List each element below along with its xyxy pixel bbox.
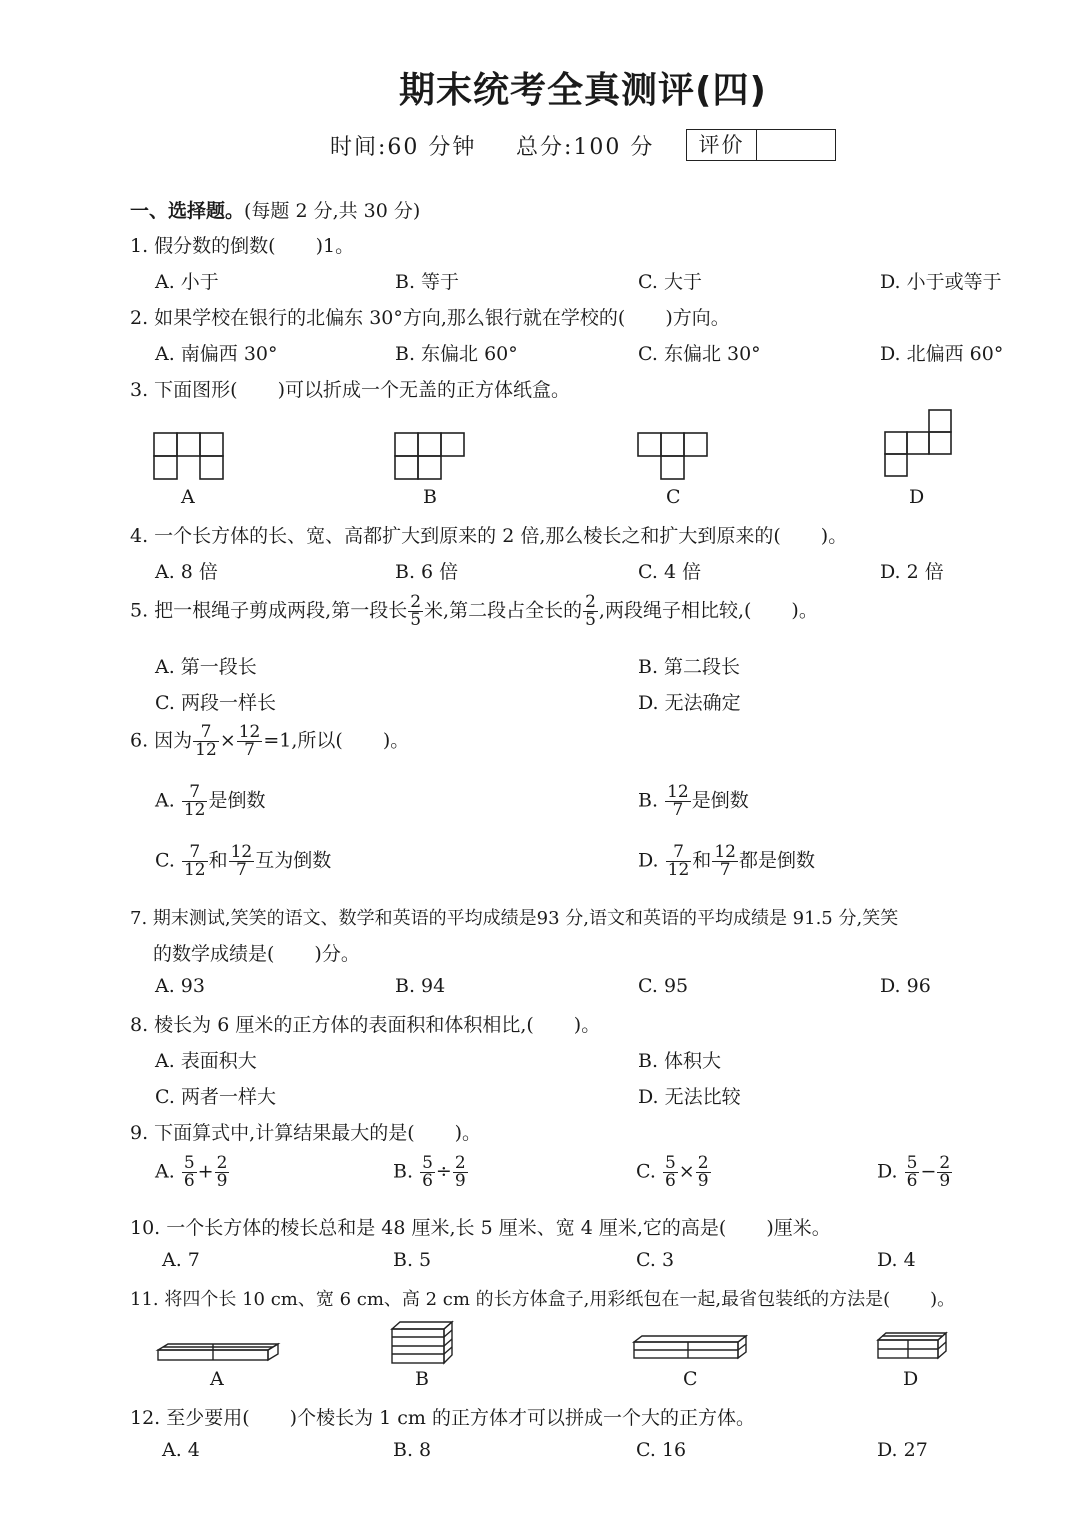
question-2-option-d: D. 北偏西 60°	[880, 343, 1004, 365]
numerator: 12	[238, 722, 261, 742]
denominator: 9	[454, 1171, 466, 1191]
question-8-option-b: B. 体积大	[638, 1050, 722, 1072]
denominator: 12	[183, 860, 206, 880]
question-5-text-3: ,两段绳子相比较,(	[598, 599, 752, 622]
denominator: 7	[719, 860, 731, 880]
question-12-option-a: A. 4	[162, 1439, 200, 1461]
denominator: 5	[585, 610, 596, 630]
question-3-stem-end: )可以折成一个无盖的正方体纸盒。	[277, 379, 571, 401]
question-7-option-d: D. 96	[880, 975, 931, 997]
question-2-option-b: B. 东偏北 60°	[395, 343, 518, 365]
question-1-option-b: B. 等于	[395, 271, 460, 293]
denominator: 9	[939, 1171, 951, 1191]
operator: ×	[219, 729, 236, 752]
option-letter: D.	[877, 1160, 898, 1183]
evaluation-label: 评价	[687, 130, 757, 160]
box-figure-d	[878, 1333, 946, 1358]
option-letter: D.	[638, 849, 659, 872]
question-8-stem: 8. 棱长为 6 厘米的正方体的表面积和体积相比,(	[130, 1014, 534, 1036]
question-9-stem-end: )。	[454, 1122, 482, 1144]
question-6-text-2: =1,所以(	[263, 729, 343, 752]
question-8-option-c: C. 两者一样大	[155, 1086, 276, 1108]
question-2-option-a: A. 南偏西 30°	[155, 343, 278, 365]
question-7-line-1: 7. 期末测试,笑笑的语文、数学和英语的平均成绩是93 分,语文和英语的平均成绩是 91.5 分,笑笑	[130, 908, 899, 929]
question-6-text-1: 6. 因为	[130, 729, 193, 752]
denominator: 7	[244, 740, 255, 760]
section-note: (每题 2 分,共 30 分)	[244, 200, 421, 222]
question-11-stem: 11. 将四个长 10 cm、宽 6 cm、高 2 cm 的长方体盒子,用彩纸包在一起,最省包装纸的方法是(	[130, 1289, 891, 1310]
question-12	[130, 1403, 755, 1430]
question-2-option-c: C. 东偏北 30°	[638, 343, 761, 365]
box-figure-c	[634, 1336, 746, 1358]
question-1-option-d: D. 小于或等于	[880, 271, 1002, 293]
numerator: 12	[714, 842, 736, 862]
question-4-stem: 4. 一个长方体的长、宽、高都扩大到原来的 2 倍,那么棱长之和扩大到原来的(	[130, 525, 781, 547]
denominator: 5	[410, 610, 422, 630]
question-5-option-d: D. 无法确定	[638, 692, 741, 714]
question-1-option-c: C. 大于	[638, 271, 702, 293]
numerator: 5	[906, 1153, 918, 1173]
question-9-stem: 9. 下面算式中,计算结果最大的是(	[130, 1122, 415, 1144]
question-7-stem-end: )分。	[314, 943, 360, 965]
denominator: 9	[697, 1171, 709, 1191]
question-4-option-a: A. 8 倍	[155, 561, 218, 583]
box-figure-a	[158, 1344, 278, 1360]
box-figure-b	[392, 1322, 452, 1363]
question-3-label-d: D	[909, 486, 925, 508]
exam-total-score: 总分:100 分	[516, 135, 655, 160]
numerator: 2	[410, 592, 422, 612]
question-3-stem: 3. 下面图形(	[130, 379, 238, 401]
question-5-text-2: 米,第二段占全长的	[424, 599, 583, 622]
option-letter: A.	[155, 789, 175, 812]
operator: +	[197, 1160, 214, 1183]
option-text: 互为倒数	[255, 849, 332, 872]
numerator: 7	[666, 844, 692, 862]
denominator: 6	[664, 1171, 676, 1191]
option-text: 是倒数	[691, 789, 749, 812]
question-11-stem-end: )。	[930, 1289, 956, 1310]
option-letter: C.	[636, 1160, 656, 1183]
question-6-text-3: )。	[382, 729, 410, 752]
question-10-option-c: C. 3	[636, 1249, 675, 1271]
question-2-stem: 2. 如果学校在银行的北偏东 30°方向,那么银行就在学校的(	[130, 307, 626, 329]
denominator: 7	[236, 860, 247, 880]
numerator: 2	[697, 1153, 709, 1173]
question-3-label-a: A	[181, 486, 195, 508]
question-7-option-c: C. 95	[638, 975, 689, 997]
operator: −	[920, 1160, 937, 1183]
question-4-stem-end: )。	[820, 525, 848, 547]
numerator: 2	[216, 1153, 228, 1173]
exam-time: 时间:60 分钟	[330, 135, 477, 160]
question-7-option-b: B. 94	[395, 975, 446, 997]
question-7-option-a: A. 93	[155, 975, 205, 997]
question-12-stem: 12. 至少要用(	[130, 1407, 250, 1429]
question-8-option-a: A. 表面积大	[155, 1050, 257, 1072]
question-3-label-c: C	[666, 486, 681, 508]
question-5-option-b: B. 第二段长	[638, 656, 741, 678]
denominator: 7	[672, 800, 684, 820]
numerator: 7	[182, 784, 208, 802]
numerator: 5	[664, 1153, 676, 1173]
question-5-text-1: 5. 把一根绳子剪成两段,第一段长	[130, 599, 408, 622]
question-4-option-d: D. 2 倍	[880, 561, 944, 583]
question-10-stem-end: )厘米。	[766, 1217, 831, 1239]
question-11-label-b: B	[415, 1368, 429, 1390]
question-5-text-4: )。	[791, 599, 818, 622]
numerator: 2	[454, 1153, 466, 1173]
numerator: 5	[422, 1153, 433, 1173]
denominator: 6	[906, 1171, 918, 1191]
denominator: 6	[422, 1171, 433, 1191]
question-12-option-b: B. 8	[393, 1439, 432, 1461]
question-10-option-b: B. 5	[393, 1249, 432, 1271]
question-2-stem-end: )方向。	[665, 307, 730, 329]
numerator: 2	[939, 1153, 951, 1173]
option-connector: 和	[692, 849, 712, 872]
question-12-option-c: C. 16	[636, 1439, 687, 1461]
option-text: 都是倒数	[738, 849, 815, 872]
operator: ×	[678, 1160, 695, 1183]
denominator: 9	[216, 1171, 228, 1191]
question-5-option-a: A. 第一段长	[155, 656, 257, 678]
question-12-option-d: D. 27	[877, 1439, 928, 1461]
question-4-option-c: C. 4 倍	[638, 561, 702, 583]
denominator: 12	[667, 860, 690, 880]
question-11-label-a: A	[210, 1368, 224, 1390]
page-title: 期末统考全真测评(四)	[399, 70, 767, 111]
denominator: 6	[183, 1171, 195, 1191]
question-12-stem-end: )个棱长为 1 cm 的正方体才可以拼成一个大的正方体。	[289, 1407, 755, 1429]
option-letter: C.	[155, 849, 175, 872]
question-3-label-b: B	[423, 486, 437, 508]
option-text: 是倒数	[208, 789, 266, 812]
question-5-option-c: C. 两段一样长	[155, 692, 276, 714]
option-letter: A.	[155, 1160, 175, 1183]
numerator: 12	[667, 782, 689, 802]
question-1-option-a: A. 小于	[155, 271, 219, 293]
question-8-stem-end: )。	[573, 1014, 601, 1036]
numerator: 7	[193, 724, 219, 742]
question-11-label-d: D	[903, 1368, 919, 1390]
denominator: 12	[195, 740, 217, 760]
numerator: 2	[585, 592, 596, 612]
option-connector: 和	[208, 849, 228, 872]
question-1-stem: 1. 假分数的倒数(	[130, 235, 276, 257]
question-1-stem-end: )1。	[315, 235, 355, 257]
question-7-stem: 的数学成绩是(	[153, 943, 275, 965]
option-letter: B.	[638, 789, 659, 812]
question-10-option-d: D. 4	[877, 1249, 916, 1271]
option-letter: B.	[393, 1160, 414, 1183]
question-8-option-d: D. 无法比较	[638, 1086, 741, 1108]
denominator: 12	[183, 800, 206, 820]
numerator: 5	[183, 1153, 195, 1173]
question-11-label-c: C	[683, 1368, 698, 1390]
section-name: 一、选择题。	[130, 200, 245, 222]
question-10-stem: 10. 一个长方体的棱长总和是 48 厘米,长 5 厘米、宽 4 厘米,它的高是(	[130, 1217, 727, 1239]
numerator: 7	[182, 844, 208, 862]
question-4-option-b: B. 6 倍	[395, 561, 459, 583]
operator: ÷	[435, 1160, 452, 1183]
numerator: 12	[230, 842, 253, 862]
question-10-option-a: A. 7	[162, 1249, 200, 1271]
